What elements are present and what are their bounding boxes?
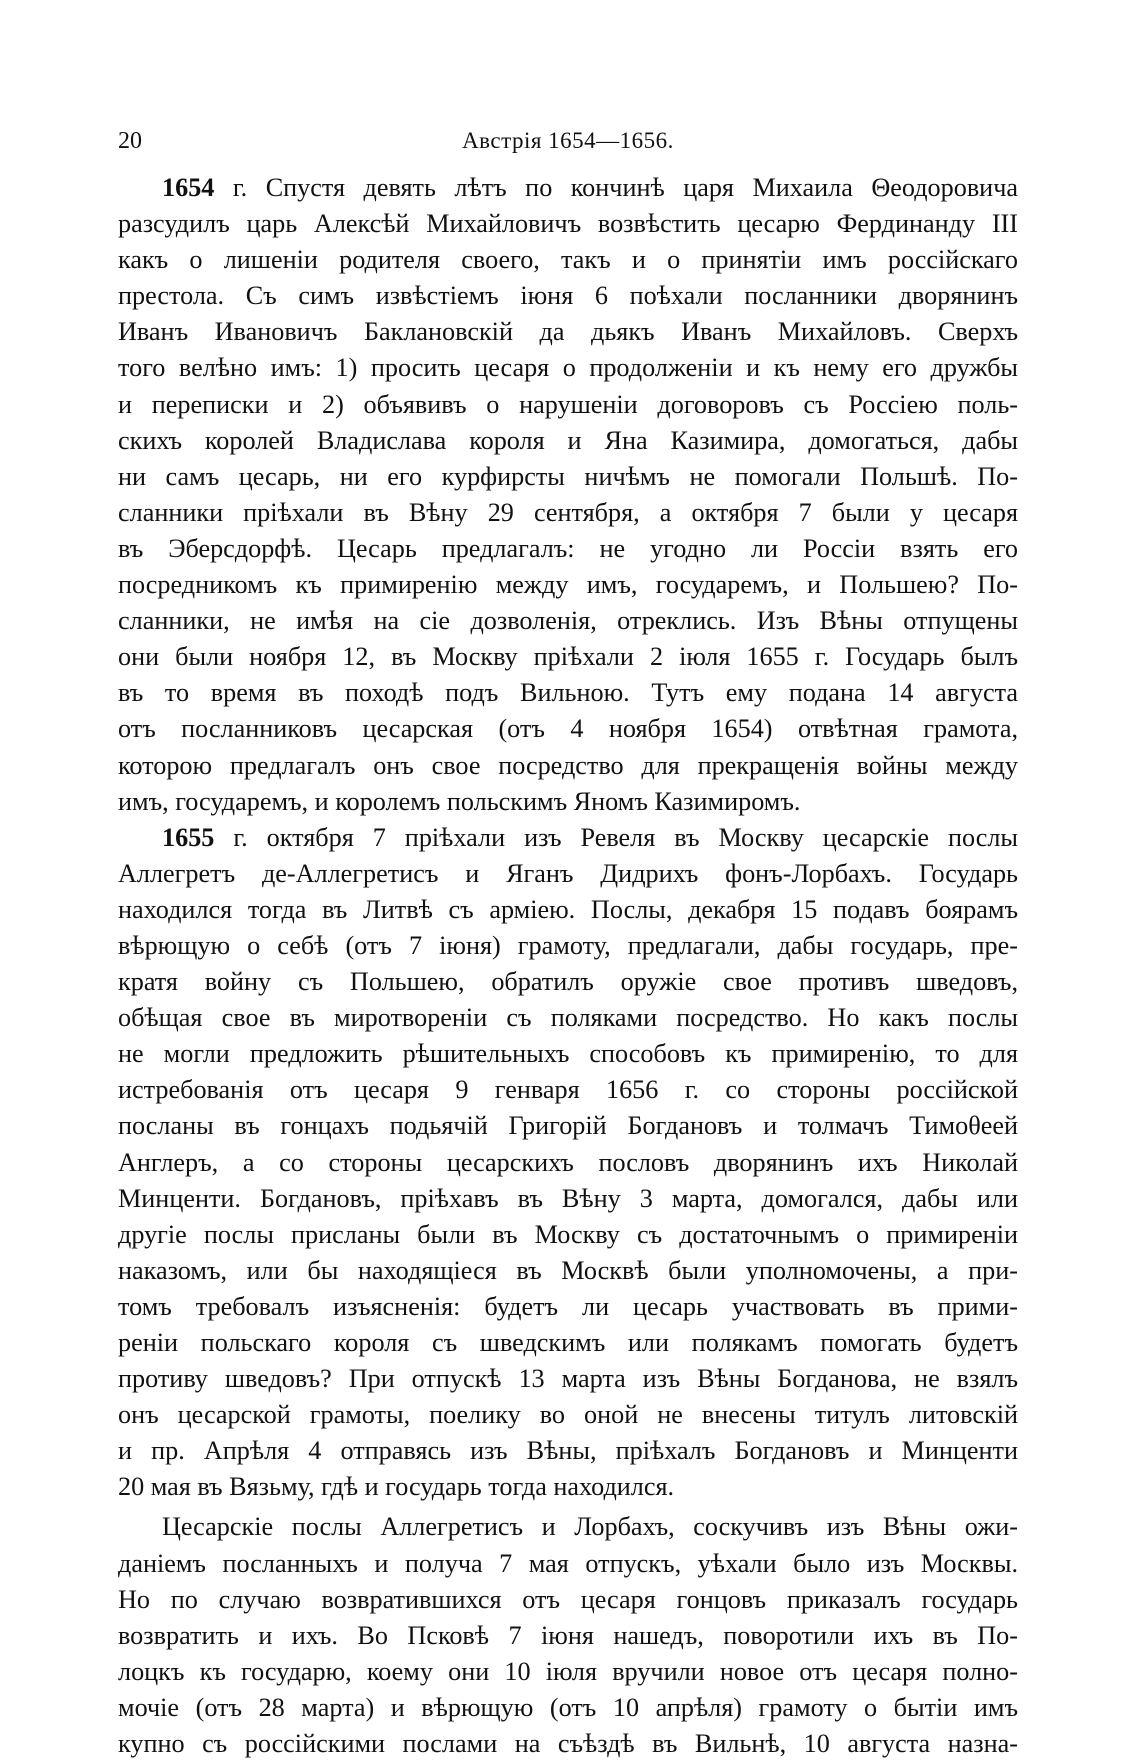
text-line: сланники, не имѣя на сіе дозволенія, отреклись. Изъ Вѣны отпущены bbox=[118, 606, 1018, 636]
text-line: Англеръ, а со стороны цесарскихъ пословъ дворянинъ ихъ Николай bbox=[118, 1147, 1018, 1177]
text-line: и пр. Апрѣля 4 отправясь изъ Вѣны, пріѣхалъ Богдановъ и Минценти bbox=[118, 1436, 1018, 1466]
text-line: томъ требовалъ изъясненія: будетъ ли цесарь участвовать въ прими- bbox=[118, 1291, 1018, 1321]
paragraph-1655 bbox=[118, 820, 1018, 1506]
text-line: разсудилъ царь Алексѣй Михайловичъ возвѣстить цесарю Фердинанду III bbox=[118, 209, 1018, 239]
text-line: Иванъ Ивановичъ Баклановскій да дьякъ Иванъ Михайловъ. Сверхъ bbox=[118, 317, 1018, 347]
text-line: онъ цесарской грамоты, поелику во оной не внесены титулъ литовскій bbox=[118, 1400, 1018, 1430]
text-line: Но по случаю возвратившихся отъ цесаря гонцовъ приказалъ государь bbox=[118, 1584, 1018, 1614]
paragraph-envoys bbox=[118, 1509, 1018, 1762]
text-line: другіе послы присланы были въ Москву съ достаточнымъ о примиреніи bbox=[118, 1219, 1018, 1249]
text-line: реніи польскаго короля съ шведскимъ или полякамъ помогать будетъ bbox=[118, 1328, 1018, 1357]
text-line: кратя войну съ Польшею, обратилъ оружіе свое противъ шведовъ, bbox=[118, 967, 1018, 997]
text-line: не могли предложить рѣшительныхъ способовъ къ примиренію, то для bbox=[118, 1039, 1018, 1069]
text-line: Цесарскіе послы Аллегретисъ и Лорбахъ, соскучивъ изъ Вѣны ожи- bbox=[162, 1512, 1018, 1542]
year-marker: 1654 bbox=[162, 173, 215, 202]
text-line: 1654 г. Спустя девять лѣтъ по кончинѣ царя Михаила Θеодоровича bbox=[162, 173, 1018, 202]
running-head bbox=[118, 128, 1018, 162]
text-line: находился тогда въ Литвѣ съ арміею. Послы, декабря 15 подавъ боярамъ bbox=[118, 894, 1018, 924]
text-line: 1655 г. октября 7 пріѣхали изъ Ревеля въ Москву цесарскіе послы bbox=[162, 822, 1018, 852]
text-line: лоцкъ къ государю, коему они 10 іюля вручили новое отъ цесаря полно- bbox=[118, 1656, 1018, 1686]
text-line: они были ноября 12, въ Москву пріѣхали 2 іюля 1655 г. Государь былъ bbox=[118, 642, 1018, 672]
body-text bbox=[118, 170, 1018, 1762]
text-line: имъ, государемъ, и королемъ польскимъ Яномъ Казимиромъ. bbox=[118, 786, 801, 816]
text-line: Минценти. Богдановъ, пріѣхавъ въ Вѣну 3 марта, домогался, дабы или bbox=[118, 1183, 1018, 1213]
text-line: ни самъ цесарь, ни его курфирсты ничѣмъ не помогали Польшѣ. По- bbox=[118, 461, 1018, 491]
text-line: Аллегретъ де-Аллегретисъ и Яганъ Дидрихъ фонъ-Лорбахъ. Государь bbox=[118, 858, 1018, 888]
text-line: посредникомъ къ примиренію между имъ, государемъ, и Польшею? По- bbox=[118, 570, 1018, 600]
text-line: скихъ королей Владислава короля и Яна Казимира, домогаться, дабы bbox=[118, 425, 1018, 455]
text-line: и переписки и 2) объявивъ о нарушеніи договоровъ съ Россіею поль- bbox=[118, 389, 1018, 419]
text-line: мочіе (отъ 28 марта) и вѣрющую (отъ 10 апрѣля) грамоту о бытіи имъ bbox=[118, 1692, 1018, 1722]
text-line: въ то время въ походѣ подъ Вильною. Тутъ ему подана 14 августа bbox=[118, 678, 1018, 708]
paragraph-1654 bbox=[118, 170, 1018, 820]
text-line: сланники пріѣхали въ Вѣну 29 сентября, а октября 7 были у цесаря bbox=[118, 497, 1018, 527]
text-line: престола. Съ симъ извѣстіемъ іюня 6 поѣхали посланники дворянинъ bbox=[118, 281, 1018, 311]
text-line: которою предлагалъ онъ свое посредство для прекращенія войны между bbox=[118, 750, 1018, 780]
year-marker: 1655 bbox=[162, 822, 215, 852]
text-line: какъ о лишеніи родителя своего, такъ и о принятіи имъ россійскаго bbox=[118, 245, 1018, 275]
text-line: посланы въ гонцахъ подьячій Григорій Богдановъ и толмачъ Тимоθеей bbox=[118, 1111, 1018, 1141]
text-line: противу шведовъ? При отпускѣ 13 марта изъ Вѣны Богданова, не взялъ bbox=[118, 1364, 1018, 1394]
text-line: наказомъ, или бы находящіеся въ Москвѣ были уполномочены, а при- bbox=[118, 1255, 1018, 1285]
text-line: того велѣно имъ: 1) просить цесаря о продолженіи и къ нему его дружбы bbox=[118, 353, 1018, 383]
text-line: купно съ россійскими послами на съѣздѣ въ Вильнѣ, 10 августа назна- bbox=[118, 1729, 1018, 1759]
text-line: отъ посланниковъ цесарская (отъ 4 ноября 1654) отвѣтная грамота, bbox=[118, 714, 1018, 744]
text-line: 20 мая въ Вязьму, гдѣ и государь тогда находился. bbox=[118, 1472, 675, 1502]
running-title: Австрія 1654—1656. bbox=[462, 128, 674, 153]
text-line: въ Эберсдорфѣ. Цесарь предлагалъ: не угодно ли Россіи взять его bbox=[118, 533, 1018, 563]
text-line: истребованія отъ цесаря 9 генваря 1656 г. со стороны россійской bbox=[118, 1075, 1018, 1105]
page-number: 20 bbox=[118, 128, 142, 154]
text-line: возвратить и ихъ. Во Псковѣ 7 іюня нашедъ, поворотили ихъ въ По- bbox=[118, 1620, 1018, 1650]
text-line: обѣщая свое въ миротвореніи съ поляками посредство. Но какъ послы bbox=[118, 1003, 1018, 1033]
text-line: вѣрющую о себѣ (отъ 7 іюня) грамоту, предлагали, дабы государь, пре- bbox=[118, 930, 1018, 960]
text-line: даніемъ посланныхъ и получа 7 мая отпускъ, уѣхали было изъ Москвы. bbox=[118, 1548, 1018, 1578]
